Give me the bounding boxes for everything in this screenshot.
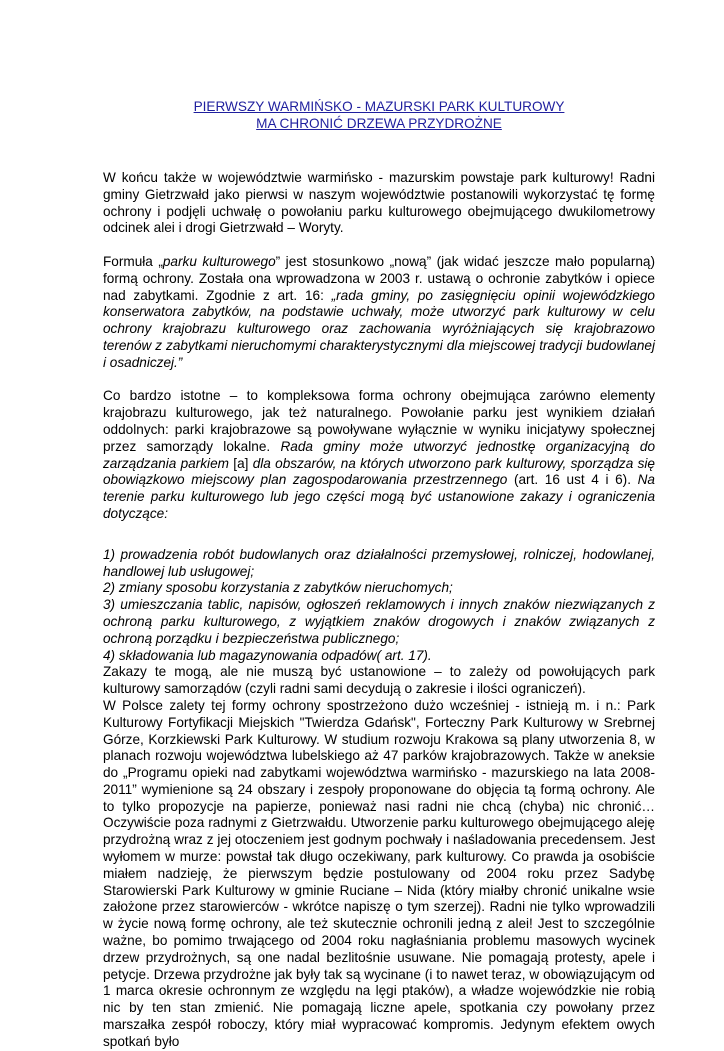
list-item: 2) zmiany sposobu korzystania z zabytków nieruchomych; bbox=[103, 580, 453, 596]
document-title bbox=[103, 98, 655, 132]
paragraph-formula bbox=[103, 254, 655, 372]
italic-run: Na terenie parku kulturowego lub jego części mogą być ustanowione zakazy i ograniczenia dotyczące: bbox=[103, 472, 655, 521]
document-page bbox=[103, 98, 655, 1051]
text-run: Formuła „ bbox=[103, 253, 163, 269]
law-quote: „rada gminy, po zasięgnięciu opinii wojewódzkiego konserwatora zabytków, na podstawie uchwały, może utworzyć park kulturowy w celu ochrony krajobrazu kulturowego oraz zachowania wyróżniających się krajobrazowo terenów z zabytkami nieruchomymi charakterystycznymi dla miejscowej tradycji budowlanej i osadniczej.” bbox=[103, 287, 655, 370]
text-run: [a] bbox=[228, 455, 253, 471]
paragraph-poland: W Polsce zalety tej formy ochrony spostrzeżono dużo wcześniej - istnieją m. i n.: Park Kulturowy Fortyfikacji Miejskich "Twierdza Gdańsk", Forteczny Park Kulturowy w Srebrnej Górze, Korzkiewski Park Kulturowy. W studium rozwoju Krakowa są plany utworzenia 8, w planach rozwoju województwa lubelskiego aż 47 parków krajobrazowych. Także w aneksie do „Programu opieki nad zabytkami województwa warmińsko - mazurskiego na lata 2008-2011” wymienione są 24 obszary i zespoły proponowane do objęcia tą formą ochrony. Ale to tylko propozycje na papierze, ponieważ nasi radni nie chcą (chyba) nic chronić… Oczywiście poza radnymi z Gietrzwałdu. Utworzenie parku kulturowego obejmującego aleję przydrożną wraz z jej otoczeniem jest godnym pochwały i naśladowania precedensem. Jest wyłomem w murze: powstał tak długo oczekiwany, park kulturowy. Co prawda ja osobiście miałem nadzieję, że pierwszym będzie postulowany od 2004 roku przez Sadybę Starowierski Park Kulturowy w gminie Ruciane – Nida (który miałby chronić unikalne wsie założone przez starowierców - wkrótce napiszę o tym szerzej). Radni nie tylko wprowadzili w życie nową formę ochrony, ale też skutecznie ochronili jedną z alei! Jest to szczególnie ważne, bo pomimo trwającego od 2004 roku nagłaśniania problemu masowych wycinek drzew przydrożnych, są one nadal bezlitośnie usuwane. Nie pomagają protesty, apele i petycje. Drzewa przydrożne jak były tak są wycinane (i to nawet teraz, w obowiązującym od 1 marca okresie ochronnym ze względu na lęgi ptaków), a władze wojewódzkie nie robią nic by ten stan zmienić. Nie pomagają liczne apele, spotkania czy powołany przez marszałka zespół roboczy, który miał wypracować kompromis. Jedynym efektem owych spotkań było bbox=[103, 697, 655, 1049]
paragraph-restrictions-note: Zakazy te mogą, ale nie muszą być ustanowione – to zależy od powołujących park kulturowy samorządów (czyli radni sami decydują o zakresie i ilości ograniczeń). bbox=[103, 664, 655, 697]
list-item: 4) składowania lub magazynowania odpadów( art. 17). bbox=[103, 647, 432, 663]
text-run: Co bardzo istotne – to kompleksowa forma ochrony obejmująca zarówno elementy krajobrazu kulturowego, jak też naturalnego. Powołanie parku jest wynikiem działań oddolnych: parki krajobrazowe są powoływane wyłącznie w wyniku inicjatywy społecznej przez samorządy lokalne. bbox=[103, 388, 655, 454]
italic-run: dla obszarów, na których utworzono park kulturowy, sporządza się obowiązkowo miejscowy plan zagospodarowania przestrzennego bbox=[103, 455, 655, 488]
text-run: ” jest stosunkowo „nową” (jak widać jeszcze mało popularną) formą ochrony. Została ona wprowadzona w 2003 r. ustawą o ochronie zabytków i opiece nad zabytkami. Zgodnie z art. 16: bbox=[103, 253, 655, 303]
paragraph-protection bbox=[103, 388, 655, 522]
title-line-2: MA CHRONIĆ DRZEWA PRZYDROŻNE bbox=[256, 116, 502, 131]
restrictions-list bbox=[103, 547, 655, 665]
italic-run: parku kulturowego bbox=[162, 253, 276, 269]
list-item: 1) prowadzenia robót budowlanych oraz działalności przemysłowej, rolniczej, hodowlanej, handlowej lub usługowej; bbox=[103, 546, 655, 579]
title-line-1: PIERWSZY WARMIŃSKO - MAZURSKI PARK KULTUROWY bbox=[193, 99, 565, 114]
text-run: (art. 16 ust 4 i 6). bbox=[507, 472, 638, 488]
italic-run: Rada gminy może utworzyć jednostkę organizacyjną do zarządzania parkiem bbox=[103, 438, 655, 471]
paragraph-intro: W końcu także w województwie warmińsko - mazurskim powstaje park kulturowy! Radni gminy Gietrzwałd jako pierwsi w naszym województwie postanowili wykorzystać tę formę ochrony i podjęli uchwałę o powołaniu parku kulturowego obejmującego dwukilometrowy odcinek alei i drogi Gietrzwałd – Woryty. bbox=[103, 170, 655, 236]
list-item: 3) umieszczania tablic, napisów, ogłoszeń reklamowych i innych znaków niezwiązanych z ochroną parku kulturowego, z wyjątkiem znaków drogowych i znaków związanych z ochroną porządku i bezpieczeństwa publicznego; bbox=[103, 597, 655, 646]
